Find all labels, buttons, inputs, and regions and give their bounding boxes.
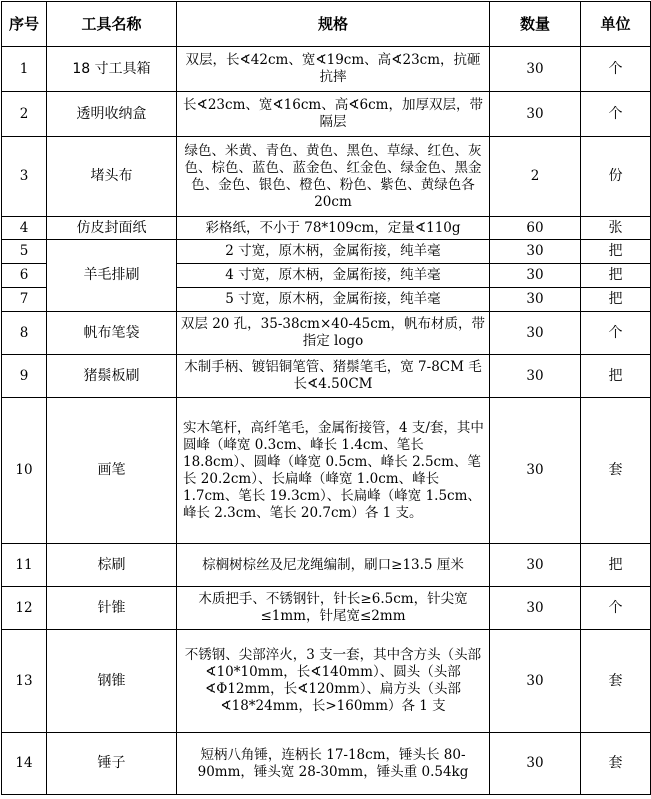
row-qty: 30 (490, 264, 581, 288)
row-no: 12 (2, 587, 47, 630)
table-row (2, 587, 651, 630)
row-no: 7 (2, 288, 47, 312)
header-spec: 规格 (177, 2, 490, 47)
row-name: 18 寸工具箱 (47, 47, 177, 92)
header-no: 序号 (2, 2, 47, 47)
row-no: 4 (2, 217, 47, 240)
row-spec: 棕榈树棕丝及尼龙绳编制，刷口≥13.5 厘米 (177, 544, 490, 587)
header-name: 工具名称 (47, 2, 177, 47)
tools-table (1, 1, 651, 795)
row-spec: 木质把手、不锈钢针，针长≥6.5cm，针尖宽≤1mm，针尾宽≤2mm (177, 587, 490, 630)
row-qty: 2 (490, 137, 581, 217)
row-unit: 套 (581, 398, 651, 544)
row-spec: 5 寸宽，原木柄，金属衔接，纯羊毫 (177, 288, 490, 312)
row-spec: 双层 20 孔，35-38cm×40-45cm，帆布材质，带指定 logo (177, 312, 490, 355)
row-no: 14 (2, 733, 47, 795)
table-row (2, 733, 651, 795)
row-unit: 个 (581, 587, 651, 630)
row-name: 猪鬃板刷 (47, 355, 177, 398)
row-spec: 长∢23cm、宽∢16cm、高∢6cm，加厚双层，带隔层 (177, 92, 490, 137)
row-spec: 短柄八角锤，连柄长 17-18cm，锤头长 80-90mm，锤头宽 28-30mm，锤头重 0.54kg (177, 733, 490, 795)
row-unit: 个 (581, 47, 651, 92)
row-qty: 30 (490, 288, 581, 312)
table-row (2, 544, 651, 587)
row-spec: 双层，长∢42cm、宽∢19cm、高∢23cm，抗砸抗摔 (177, 47, 490, 92)
row-qty: 30 (490, 312, 581, 355)
row-no: 5 (2, 240, 47, 264)
row-no: 1 (2, 47, 47, 92)
table-row (2, 312, 651, 355)
row-unit: 把 (581, 288, 651, 312)
row-no: 10 (2, 398, 47, 544)
row-name: 锤子 (47, 733, 177, 795)
table-row (2, 240, 651, 264)
row-qty: 30 (490, 398, 581, 544)
row-unit: 把 (581, 240, 651, 264)
table-row (2, 630, 651, 733)
row-qty: 30 (490, 587, 581, 630)
row-qty: 60 (490, 217, 581, 240)
row-no: 9 (2, 355, 47, 398)
row-qty: 30 (490, 733, 581, 795)
table-row (2, 398, 651, 544)
row-qty: 30 (490, 355, 581, 398)
row-unit: 个 (581, 312, 651, 355)
header-qty: 数量 (490, 2, 581, 47)
row-no: 8 (2, 312, 47, 355)
row-no: 11 (2, 544, 47, 587)
row-unit: 套 (581, 733, 651, 795)
row-no: 13 (2, 630, 47, 733)
row-unit: 套 (581, 630, 651, 733)
row-qty: 30 (490, 544, 581, 587)
table-row (2, 217, 651, 240)
row-spec: 不锈钢、尖部淬火，3 支一套，其中含方头（头部∢10*10mm，长∢140mm）、圆头（头部∢Φ12mm，长∢120mm）、扁方头（头部∢18*24mm，长>160mm）各 1 支 (177, 630, 490, 733)
row-unit: 把 (581, 264, 651, 288)
row-name: 帆布笔袋 (47, 312, 177, 355)
table-row (2, 137, 651, 217)
row-no: 6 (2, 264, 47, 288)
row-qty: 30 (490, 240, 581, 264)
row-spec: 木制手柄、镀铝铜笔管、猪鬃笔毛，宽 7-8CM 毛长∢4.50CM (177, 355, 490, 398)
row-spec: 2 寸宽，原木柄，金属衔接，纯羊毫 (177, 240, 490, 264)
row-spec: 彩格纸，不小于 78*109cm，定量∢110g (177, 217, 490, 240)
table-row (2, 47, 651, 92)
table-row (2, 92, 651, 137)
row-unit: 把 (581, 544, 651, 587)
row-unit: 把 (581, 355, 651, 398)
row-spec: 4 寸宽，原木柄，金属衔接，纯羊毫 (177, 264, 490, 288)
row-name: 钢锥 (47, 630, 177, 733)
row-spec: 实木笔杆，高纤笔毛，金属衔接管，4 支/套，其中圆峰（峰宽 0.3cm、峰长 1.4cm、笔长 18.8cm）、圆峰（峰宽 0.5cm、峰长 2.5cm、笔长 20.2cm）、长扁峰（峰宽 1.0cm、峰长 1.7cm、笔长 19.3cm）、长扁峰（峰宽 1.5cm、峰长 2.3cm、笔长 20.7cm）各 1 支。 (177, 398, 490, 544)
row-name: 画笔 (47, 398, 177, 544)
row-unit: 张 (581, 217, 651, 240)
row-name: 针锥 (47, 587, 177, 630)
row-qty: 30 (490, 630, 581, 733)
row-no: 3 (2, 137, 47, 217)
header-unit: 单位 (581, 2, 651, 47)
row-qty: 30 (490, 47, 581, 92)
row-unit: 个 (581, 92, 651, 137)
row-name: 堵头布 (47, 137, 177, 217)
row-unit: 份 (581, 137, 651, 217)
row-qty: 30 (490, 92, 581, 137)
row-name: 透明收纳盒 (47, 92, 177, 137)
header-row (2, 2, 651, 47)
table-row (2, 355, 651, 398)
row-name: 棕刷 (47, 544, 177, 587)
row-name: 仿皮封面纸 (47, 217, 177, 240)
row-spec: 绿色、米黄、青色、黄色、黑色、草绿、红色、灰色、棕色、蓝色、蓝金色、红金色、绿金色、黑金色、金色、银色、橙色、粉色、紫色、黄绿色各 20cm (177, 137, 490, 217)
row-name: 羊毛排刷 (47, 240, 177, 312)
row-no: 2 (2, 92, 47, 137)
